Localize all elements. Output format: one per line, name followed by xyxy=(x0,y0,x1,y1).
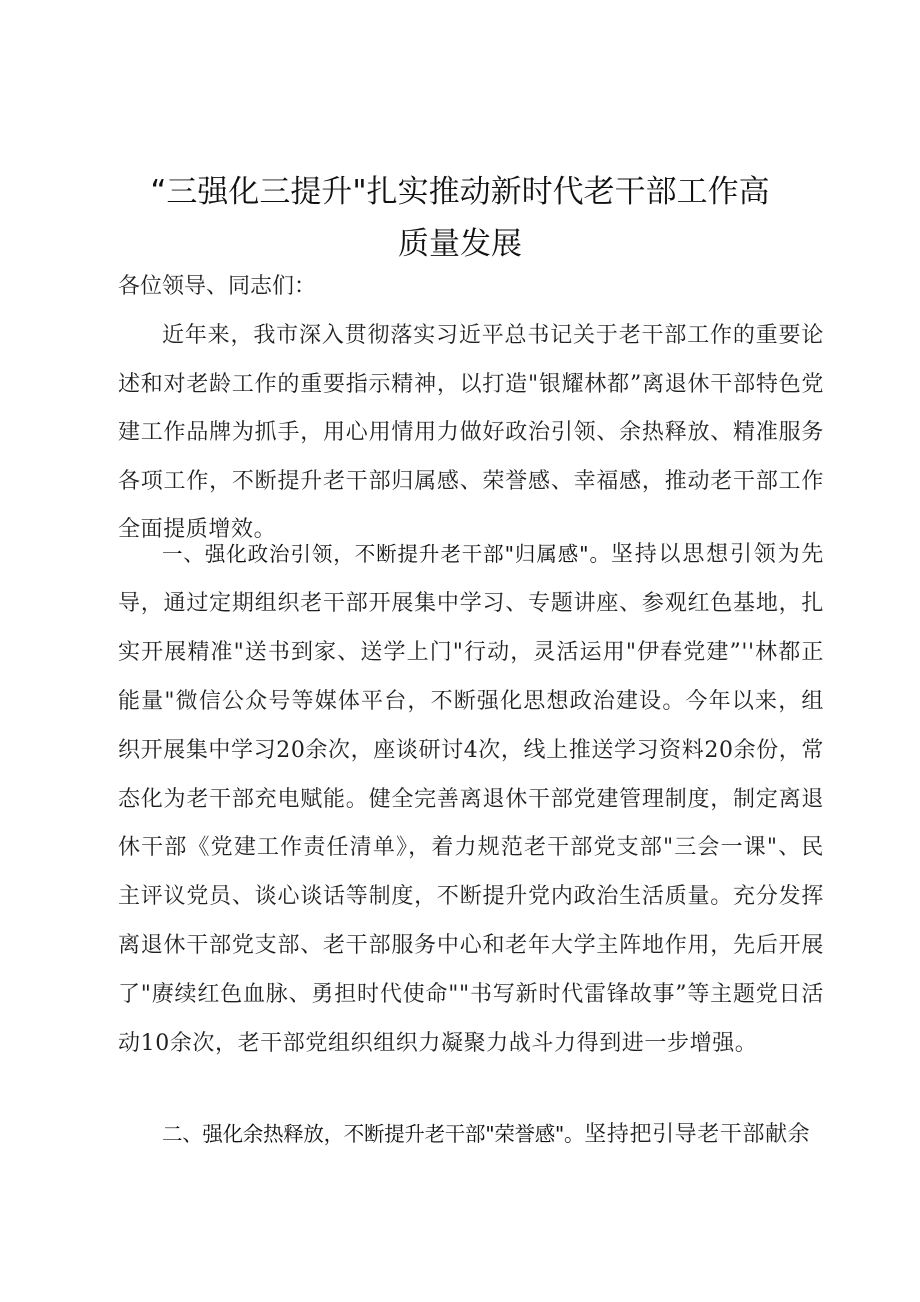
section-2-heading: 二、强化余热释放，不断提升老干部"荣誉感"。 xyxy=(162,1122,585,1146)
section-1-heading: 一、强化政治引领，不断提升老干部"归属感"。 xyxy=(162,542,611,566)
document-title-line-2: 质量发展 xyxy=(398,226,522,262)
section-2-body: 坚持把引导老干部献余 xyxy=(584,1122,811,1147)
document-title-line-1: “三强化三提升"扎实推动新时代老干部工作高 xyxy=(150,174,770,210)
section-1-body: 坚持以思想引领为先导，通过定期组织老干部开展集中学习、专题讲座、参观红色基地，扎实开展精准"送书到家、送学上门"行动，灵活运用"伊春党建”''林都正能量"微信公众号等媒体平台，不断强化思想政治建设。今年以来，组织开展集中学习20余次，座谈研讨4次，线上推送学习资料20余份，常态化为老干部充电赋能。健全完善离退休干部党建管理制度，制定离退休干部《党建工作责任清单》，着力规范老干部党支部"三会一课"、民主评议党员、谈心谈话等制度，不断提升党内政治生活质量。充分发挥离退休干部党支部、老干部服务中心和老年大学主阵地作用，先后开展了"赓续红色血脉、勇担时代使命""书写新时代雷锋故事”等主题党日活动10余次，老干部党组织组织力凝聚力战斗力得到进一步增强。 xyxy=(118,542,824,1057)
paragraph-section-1 xyxy=(118,530,824,1069)
salutation: 各位领导、同志们： xyxy=(118,274,317,299)
paragraph-intro: 近年来，我市深入贯彻落实习近平总书记关于老干部工作的重要论述和对老龄工作的重要指示精神，以打造"银耀林都”离退休干部特色党建工作品牌为抓手，用心用情用力做好政治引领、余热释放、精准服务各项工作，不断提升老干部归属感、荣誉感、幸福感，推动老干部工作全面提质增效。 xyxy=(118,323,824,542)
paragraph-section-2 xyxy=(118,1110,824,1160)
